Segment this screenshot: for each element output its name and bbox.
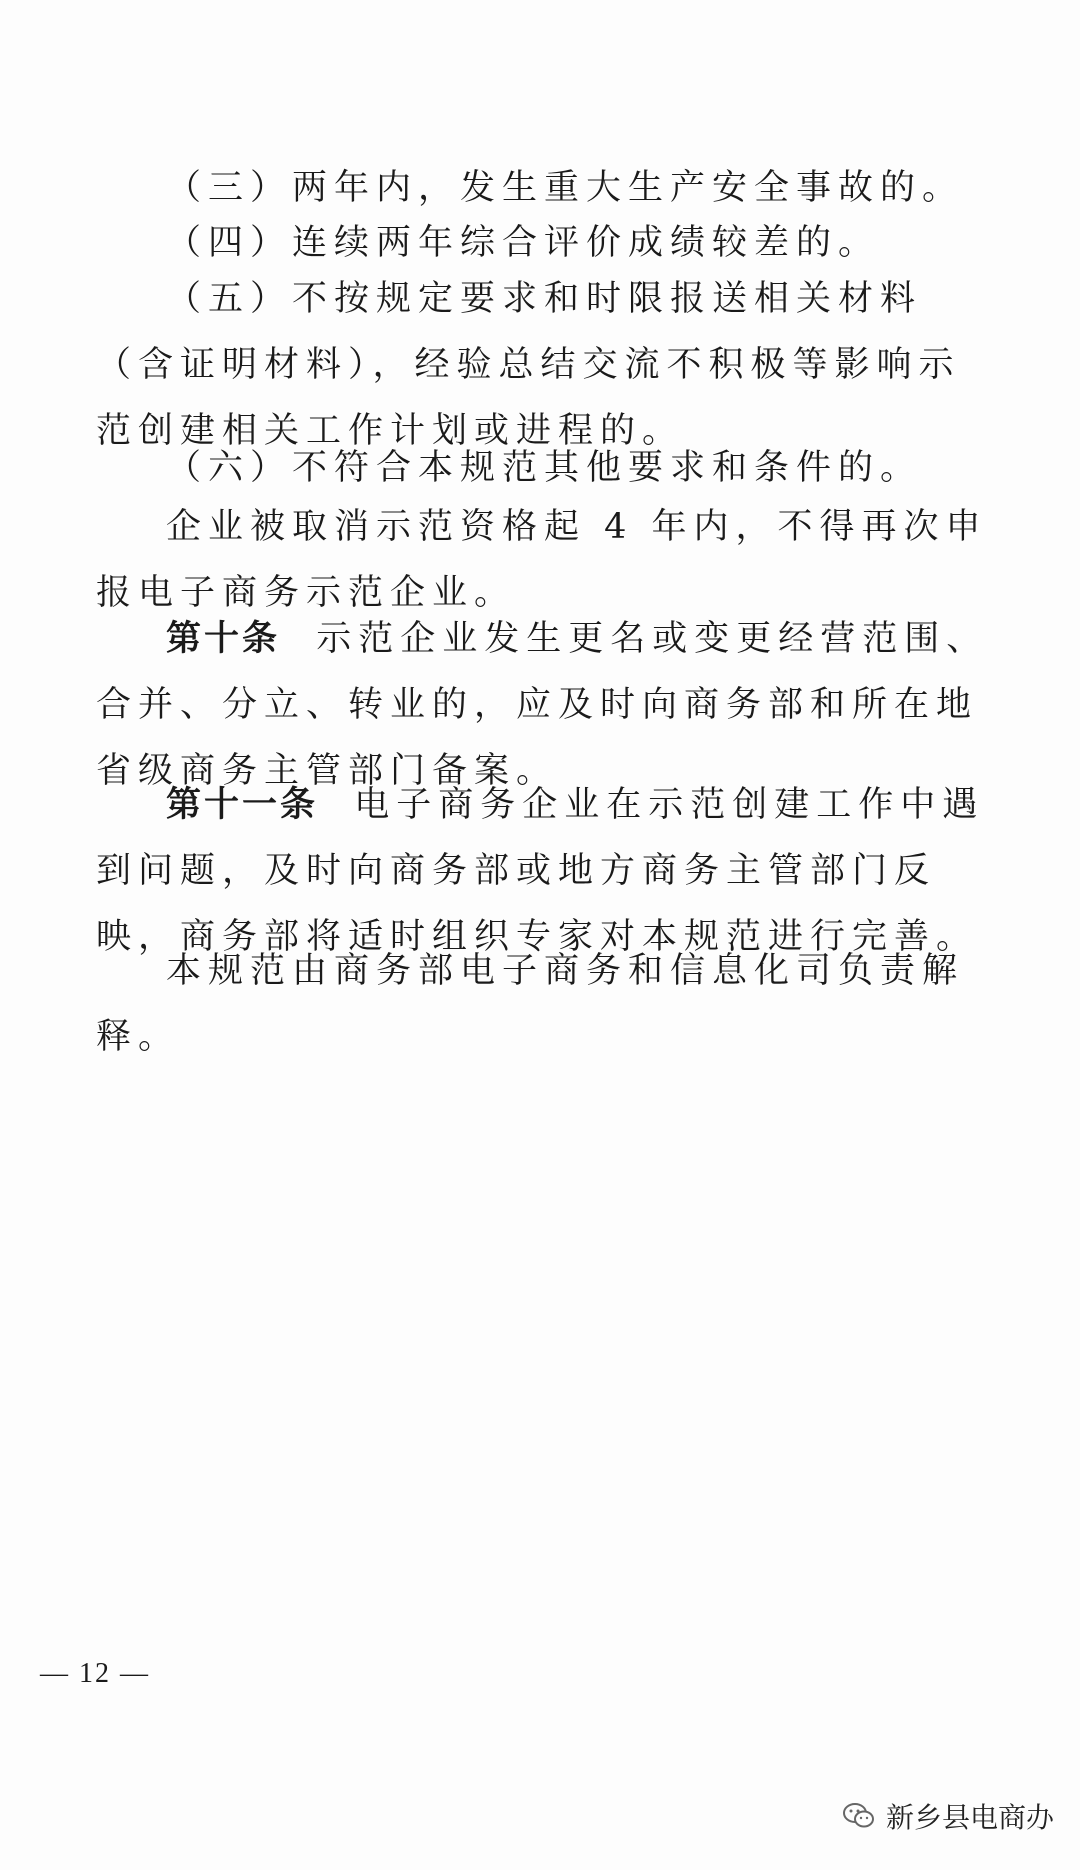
paragraph-text: （六）不符合本规范其他要求和条件的。 — [166, 448, 923, 488]
paragraph-text: 本规范由商务部电子商务和信息化司负责解释。 — [96, 951, 965, 1057]
paragraph-item-6 — [96, 435, 996, 501]
interpretation-paragraph — [96, 938, 996, 1070]
watermark-label: 新乡县电商办 — [886, 1801, 1055, 1834]
paragraph-text: （三）两年内，发生重大生产安全事故的。 — [166, 168, 965, 208]
paragraph-text: （四）连续两年综合评价成绩较差的。 — [166, 223, 881, 263]
paragraph-text: 示范企业发生更名或变更经营范围、合并、分立、转业的，应及时向商务部和所在地省级商务主管部门备案。 — [96, 619, 989, 791]
article-10-heading: 第十条 — [166, 618, 281, 659]
paragraph-text: 企业被取消示范资格起 4 年内，不得再次申报电子商务示范企业。 — [96, 507, 988, 613]
page-number: — 12 — — [40, 1658, 150, 1689]
paragraph-text: （五）不按规定要求和时限报送相关材料（含证明材料），经验总结交流不积极等影响示范创建相关工作计划或进程的。 — [96, 279, 961, 451]
watermark — [842, 1796, 1054, 1836]
article-11-heading: 第十一条 — [166, 784, 319, 825]
paragraph-text: 电子商务企业在示范创建工作中遇到问题，及时向商务部或地方商务主管部门反映，商务部将适时组织专家对本规范进行完善。 — [96, 785, 985, 957]
wechat-icon — [842, 1802, 876, 1830]
